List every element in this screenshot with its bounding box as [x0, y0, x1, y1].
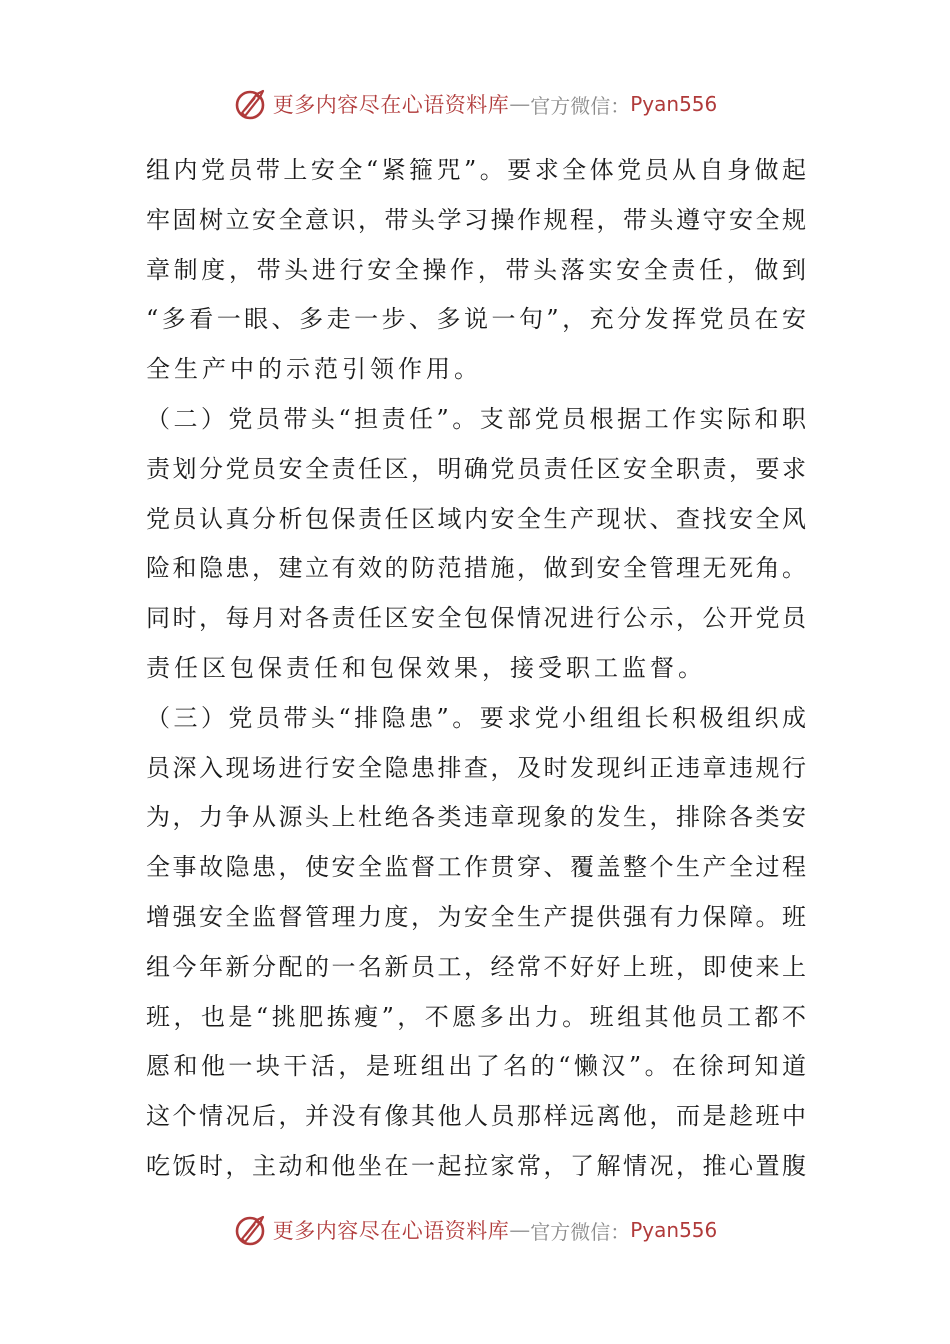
text-line: 全生产中的示范引领作用。 — [146, 355, 482, 384]
text-line: （三）党员带头“排隐患”。要求党小组组长积极组织成 — [146, 703, 806, 732]
text-line: 愿和他一块干活，是班组出了名的“懒汉”。在徐珂知道 — [146, 1052, 806, 1081]
text-line: 牢固树立安全意识，带头学习操作规程，带头遵守安全规 — [146, 205, 806, 234]
header-banner — [0, 84, 950, 124]
text-line: 组今年新分配的一名新员工，经常不好好上班，即使来上 — [146, 952, 806, 981]
footer-banner — [0, 1210, 950, 1250]
banner-site-text: 更多内容尽在心语资料库 — [272, 1219, 510, 1243]
text-line: 班，也是“挑肥拣瘦”，不愿多出力。班组其他员工都不 — [146, 1002, 806, 1031]
text-line: 党员认真分析包保责任区域内安全生产现状、查找安全风 — [146, 504, 806, 533]
text-line: 吃饭时，主动和他坐在一起拉家常，了解情况，推心置腹 — [146, 1152, 806, 1180]
text-line: 员深入现场进行安全隐患排查，及时发现纠正违章违规行 — [146, 753, 806, 782]
text-line: “多看一眼、多走一步、多说一句”，充分发挥党员在安 — [146, 305, 806, 334]
banner-site-text: 更多内容尽在心语资料库 — [272, 93, 510, 117]
pen-nib-logo-icon — [233, 86, 269, 122]
text-line: 章制度，带头进行安全操作，带头落实安全责任，做到 — [146, 255, 806, 284]
pen-nib-logo-icon — [233, 1212, 269, 1248]
text-line: 为，力争从源头上杜绝各类违章现象的发生，排除各类安 — [146, 803, 806, 832]
text-line: 组内党员带上安全“紧箍咒”。要求全体党员从自身做起 — [146, 156, 806, 184]
banner-separator: — — [509, 92, 531, 116]
text-line: 全事故隐患，使安全监督工作贯穿、覆盖整个生产全过程 — [146, 853, 806, 882]
banner-wechat-id: Pyan556 — [630, 92, 718, 116]
banner-separator: — — [509, 1218, 531, 1242]
banner-wechat-label: 官方微信： — [530, 93, 631, 118]
text-line: 责任区包保责任和包保效果，接受职工监督。 — [146, 654, 706, 682]
text-line: （二）党员带头“担责任”。支部党员根据工作实际和职 — [146, 405, 806, 433]
text-line: 增强安全监督管理力度，为安全生产提供强有力保障。班 — [146, 903, 806, 931]
banner-wechat-label: 官方微信： — [530, 1219, 631, 1244]
text-line: 责划分党员安全责任区，明确党员责任区安全职责，要求 — [146, 454, 806, 483]
text-line: 同时，每月对各责任区安全包保情况进行公示，公开党员 — [146, 604, 806, 633]
text-line: 这个情况后，并没有像其他人员那样远离他，而是趁班中 — [146, 1102, 806, 1131]
text-line: 险和隐患，建立有效的防范措施，做到安全管理无死角。 — [146, 554, 806, 583]
banner-wechat-id: Pyan556 — [630, 1218, 718, 1242]
